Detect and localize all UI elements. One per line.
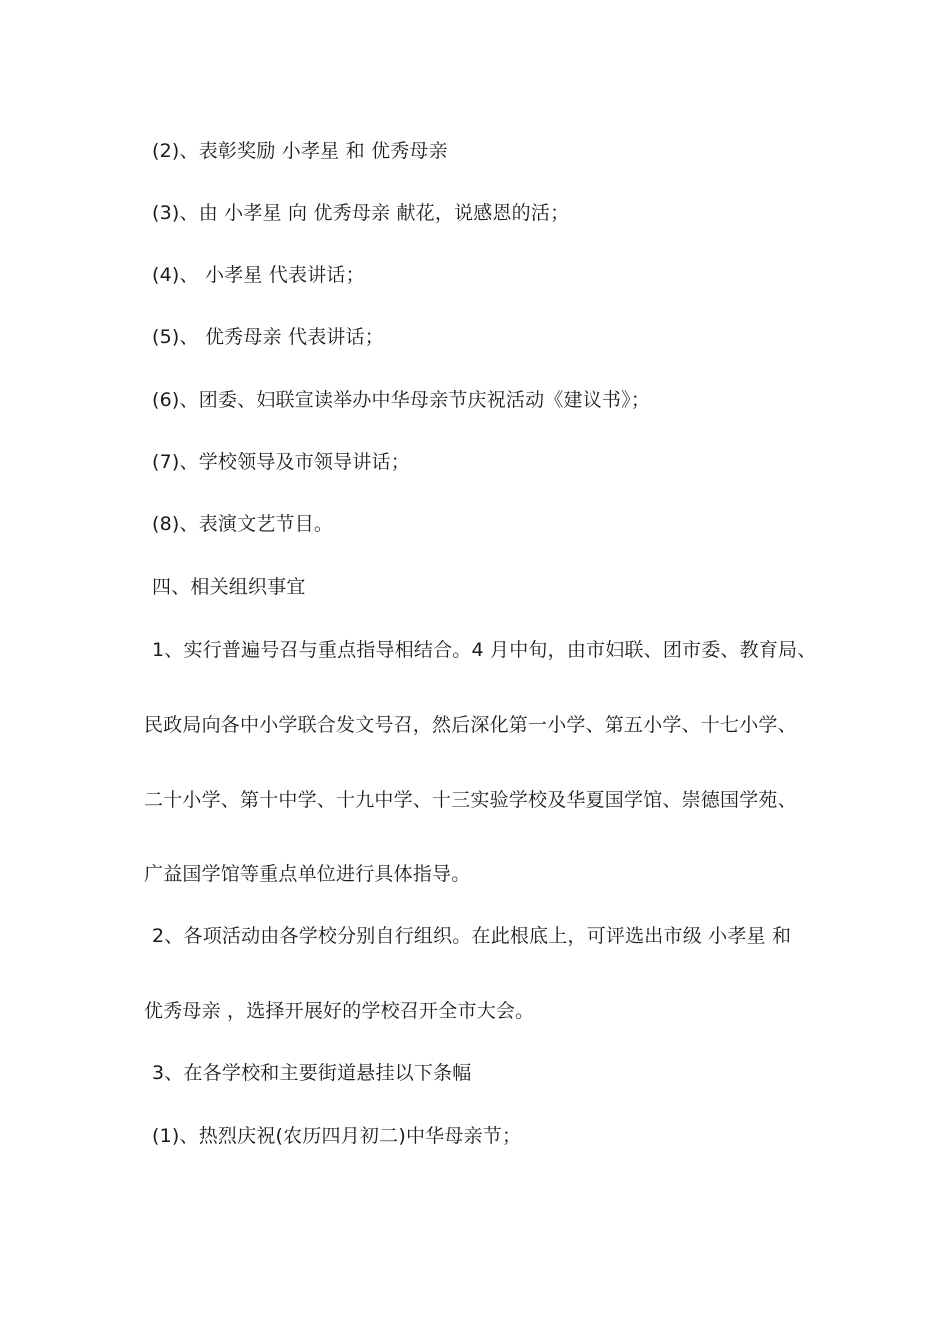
paragraph-1-line-3: 二十小学、第十中学、十九中学、十三实验学校及华夏国学馆、崇德国学苑、 bbox=[144, 789, 797, 811]
section-heading-organization: 四、相关组织事宜 bbox=[152, 576, 306, 598]
paragraph-2-line-1: 2、各项活动由各学校分别自行组织。在此根底上，可评选出市级 小孝星 和 bbox=[152, 925, 792, 947]
list-item-4-star-speech: (4)、 小孝星 代表讲话； bbox=[152, 264, 365, 286]
list-item-3-flowers: (3)、由 小孝星 向 优秀母亲 献花，说感恩的活； bbox=[152, 202, 570, 224]
paragraph-1-line-1: 1、实行普遍号召与重点指导相结合。4 月中旬，由市妇联、团市委、教育局、 bbox=[152, 639, 817, 661]
list-item-2-award: (2)、表彰奖励 小孝星 和 优秀母亲 bbox=[152, 140, 448, 162]
paragraph-1-line-4: 广益国学馆等重点单位进行具体指导。 bbox=[144, 863, 471, 885]
paragraph-3: 3、在各学校和主要街道悬挂以下条幅 bbox=[152, 1062, 472, 1084]
list-item-5-mother-speech: (5)、 优秀母亲 代表讲话； bbox=[152, 326, 384, 348]
banner-item-1: (1)、热烈庆祝(农历四月初二)中华母亲节； bbox=[152, 1125, 522, 1147]
paragraph-2-line-2: 优秀母亲 ，选择开展好的学校召开全市大会。 bbox=[144, 1000, 535, 1022]
list-item-8-performance: (8)、表演文艺节目。 bbox=[152, 513, 334, 535]
paragraph-1-line-2: 民政局向各中小学联合发文号召，然后深化第一小学、第五小学、十七小学、 bbox=[144, 714, 797, 736]
list-item-6-proposal: (6)、团委、妇联宣读举办中华母亲节庆祝活动《建议书》； bbox=[152, 389, 651, 411]
list-item-7-leader-speech: (7)、学校领导及市领导讲话； bbox=[152, 451, 410, 473]
